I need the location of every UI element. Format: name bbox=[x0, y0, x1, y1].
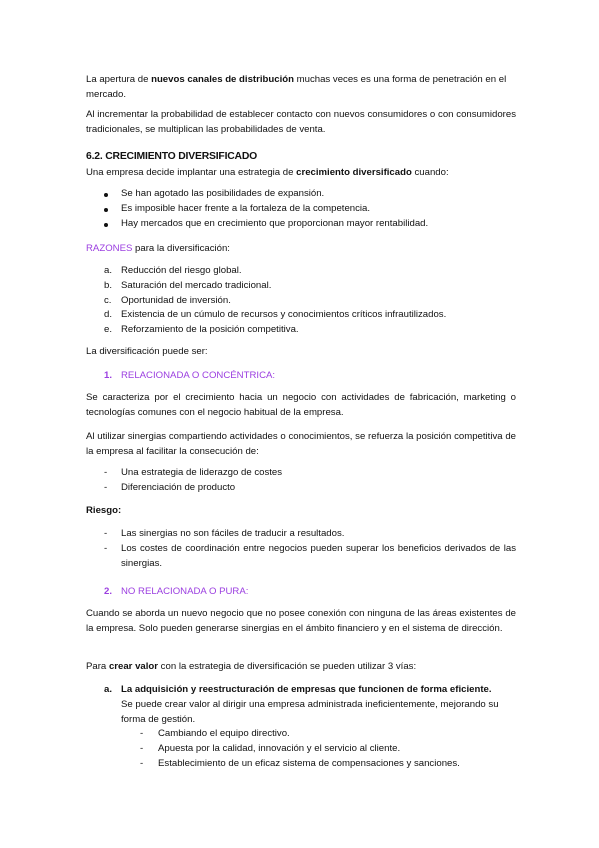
section-number: 2. bbox=[104, 586, 113, 597]
dash-marker: - bbox=[140, 758, 144, 769]
list-item: Oportunidad de inversión. bbox=[121, 295, 231, 306]
list-item: Las sinergias no son fáciles de traducir a resultados. bbox=[121, 528, 345, 539]
section-number: 1. bbox=[104, 370, 113, 381]
list-item: Hay mercados que en crecimiento que proporcionan mayor rentabilidad. bbox=[121, 218, 429, 229]
list-marker: d. bbox=[104, 309, 113, 320]
list-item: Reforzamiento de la posición competitiva. bbox=[121, 324, 299, 335]
subsection-heading: NO RELACIONADA O PURA: bbox=[121, 586, 249, 597]
dash-marker: - bbox=[140, 728, 144, 739]
paragraph-intro: Una empresa decide implantar una estrategia de crecimiento diversificado cuando: bbox=[86, 167, 449, 178]
dash-marker: - bbox=[104, 482, 108, 493]
list-marker: b. bbox=[104, 280, 113, 291]
list-item: Existencia de un cúmulo de recursos y conocimientos críticos infrautilizados. bbox=[121, 309, 447, 320]
subsection-heading: RELACIONADA O CONCÉNTRICA: bbox=[121, 370, 276, 381]
paragraph-types: La diversificación puede ser: bbox=[86, 346, 208, 357]
list-item: Apuesta por la calidad, innovación y el servicio al cliente. bbox=[158, 743, 401, 754]
paragraph-unrelated: Cuando se aborda un nuevo negocio que no posee conexión con ninguna de las áreas existentes de la empresa. Solo pueden generarse sinergias en el ámbito financiero y en el sistema de dirección. bbox=[86, 608, 516, 634]
list-marker: c. bbox=[104, 295, 112, 306]
paragraph-value: Para crear valor con la estrategia de diversificación se pueden utilizar 3 vías: bbox=[86, 661, 417, 672]
dash-marker: - bbox=[104, 543, 108, 554]
risk-heading: Riesgo: bbox=[86, 505, 122, 516]
list-item: Saturación del mercado tradicional. bbox=[121, 280, 272, 291]
list-item: Diferenciación de producto bbox=[121, 482, 236, 493]
paragraph-acquisition: Se puede crear valor al dirigir una empresa administrada ineficientemente, mejorando su forma de gestión. bbox=[121, 699, 499, 725]
list-marker: a. bbox=[104, 265, 113, 276]
list-item: Una estrategia de liderazgo de costes bbox=[121, 467, 283, 478]
dash-marker: - bbox=[104, 528, 108, 539]
list-item: Los costes de coordinación entre negocios pueden superar los beneficios derivados de las sinergias. bbox=[121, 543, 516, 569]
list-item: Reducción del riesgo global. bbox=[121, 265, 242, 276]
list-item: Cambiando el equipo directivo. bbox=[158, 728, 290, 739]
list-item: Es imposible hacer frente a la fortaleza de la competencia. bbox=[121, 203, 371, 214]
bullet-icon bbox=[104, 208, 108, 212]
list-marker: e. bbox=[104, 324, 113, 335]
bullet-icon bbox=[104, 223, 108, 227]
razones-heading: RAZONES para la diversificación: bbox=[86, 243, 230, 254]
paragraph-related: Se caracteriza por el crecimiento hacia un negocio con actividades de fabricación, marketing o tecnologías comunes con el negocio habitual de la empresa. bbox=[86, 392, 516, 418]
dash-marker: - bbox=[104, 467, 108, 478]
paragraph-distribution: La apertura de nuevos canales de distribución muchas veces es una forma de penetración en el mercado. bbox=[86, 74, 507, 100]
paragraph-synergies: Al utilizar sinergias compartiendo actividades o conocimientos, se refuerza la posición competitiva de la empresa al facilitar la consecución de: bbox=[86, 431, 516, 457]
subsection-heading: La adquisición y reestructuración de empresas que funcionen de forma eficiente. bbox=[121, 684, 492, 695]
section-heading: 6.2. CRECIMIENTO DIVERSIFICADO bbox=[86, 151, 258, 162]
list-item: Se han agotado las posibilidades de expansión. bbox=[121, 188, 325, 199]
list-marker: a. bbox=[104, 684, 113, 695]
paragraph-contact: Al incrementar la probabilidad de establecer contacto con nuevos consumidores o con consumidores tradicionales, se multiplican las probabilidades de venta. bbox=[86, 109, 516, 135]
dash-marker: - bbox=[140, 743, 144, 754]
list-item: Establecimiento de un eficaz sistema de compensaciones y sanciones. bbox=[158, 758, 460, 769]
bullet-icon bbox=[104, 193, 108, 197]
